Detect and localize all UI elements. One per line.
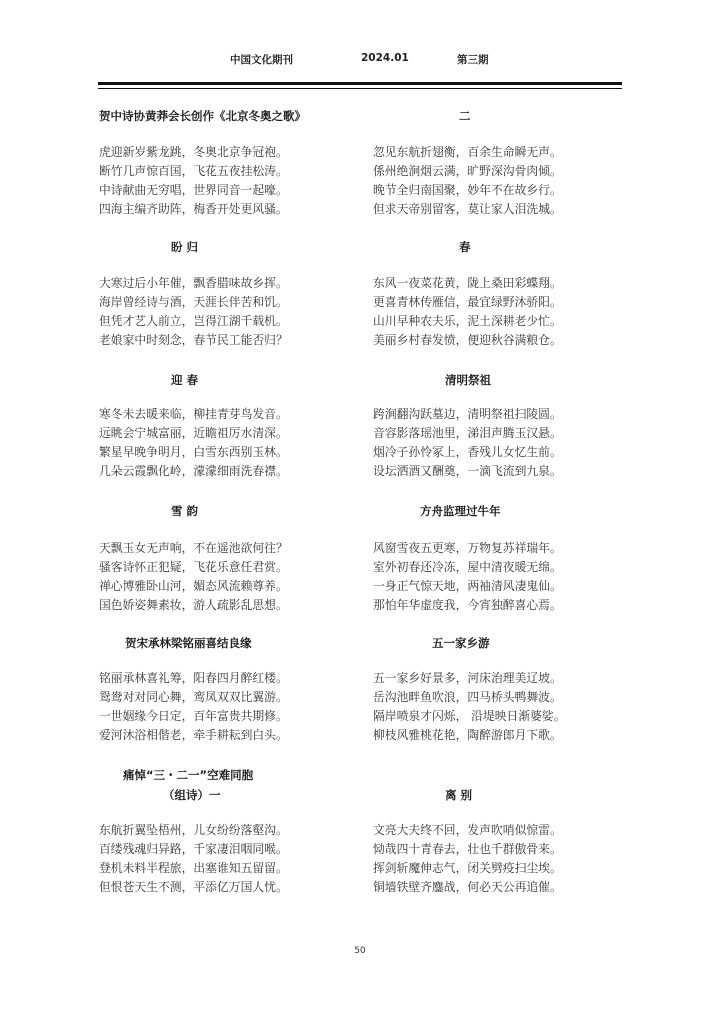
poem-line: 国色娇姿舞素妆，游人疏影乱思想。 — [99, 598, 288, 612]
poem-line: 挥剑斩魔伸志气，闭关劈疫扫尘埃。 — [373, 861, 562, 875]
poem-line: 几朵云霞飘化岭，濛濛细雨洗春襟。 — [99, 464, 288, 478]
poem-title: 清明祭祖 — [445, 373, 491, 387]
poem-line: 但求天帝别留客，莫让家人泪洗城。 — [373, 202, 562, 216]
poem-body — [373, 821, 643, 897]
poem-line: 铜墙铁壁齐鏖战，何必天公再追催。 — [373, 880, 562, 894]
poem-line: 跨涧翻沟跃墓边，清明祭祖扫陵圆。 — [373, 407, 562, 421]
poem-line: 烟冷子孙怜冢上，香残儿女忆生前。 — [373, 445, 562, 459]
poem-line: 山川早种农夫乐，泥土深耕老少忙。 — [373, 314, 562, 328]
poem-line: 室外初春还冷冻，屋中清夜暖无绵。 — [373, 560, 562, 574]
poem-line: 柳枝风雅桃花艳，陶醉游郎月下歌。 — [373, 728, 562, 742]
poem-line: 天飘玉女无声响，不在遥池欲何往？ — [99, 541, 288, 555]
poem-title: 痛悼“三・二一”空难同胞 — [123, 768, 254, 782]
poem-line: 中诗献曲无穷唱，世界同音一起嚎。 — [99, 183, 288, 197]
poem-line: 铭丽承林喜礼筹，阳春四月醉红楼。 — [99, 671, 288, 685]
poem-line: 晚节全归南国聚，妙年不在故乡行。 — [373, 183, 562, 197]
poem-line: 係州绝涧烟云满，旷野深沟骨肉倾。 — [373, 164, 562, 178]
poem-line: 五一家乡好景多，河床治理美辽坡。 — [373, 671, 562, 685]
poem-line: 百缕残魂归异路，千家凄泪咽同喉。 — [99, 842, 288, 856]
header-rule-thin — [98, 88, 622, 89]
poem-body — [99, 143, 369, 219]
poem-line: 鸳鸯对对同心舞，鸾凤双双比翼游。 — [99, 690, 288, 704]
poem-line: 更喜青林传雁信，最宜绿野沐骄阳。 — [373, 295, 562, 309]
poem-line: 但凭才艺人前立，岂得江湖千载机。 — [99, 314, 288, 328]
poem-body — [99, 669, 369, 745]
poem-line: 一身正气惊天地，两袖清风凄鬼仙。 — [373, 579, 562, 593]
poem-body — [373, 274, 643, 350]
poem-line: 岳沟池畔鱼吹浪，四马桥头鸭舞波。 — [373, 690, 562, 704]
issue-number: 第三期 — [457, 54, 489, 66]
poem-title: 离 别 — [445, 788, 473, 802]
poem-title: 迎 春 — [171, 373, 199, 387]
poem-line: 东航折翼坠梧州，儿女纷纷落壑沟。 — [99, 823, 288, 837]
poem-line: 那怕年华虚度我，今宵独醉喜心焉。 — [373, 598, 562, 612]
poem-line: 海岸曾经诗与酒，天涯长伴苦和饥。 — [99, 295, 288, 309]
poem-line: 美丽乡村春发愤，便迎秋谷满粮仓。 — [373, 333, 562, 347]
poem-title: 二 — [459, 109, 471, 123]
poem-line: 虎迎新岁紫龙跳，冬奥北京争冠袍。 — [99, 145, 288, 159]
poem-line: 骚客诗怀正犯疑，飞花乐意任君赏。 — [99, 560, 288, 574]
page-number: 50 — [354, 946, 366, 956]
poem-title: 贺宋承林梁铭丽喜结良缘 — [125, 636, 252, 650]
poem-title: 五一家乡游 — [432, 636, 490, 650]
poem-body — [99, 821, 369, 897]
poem-line: 登机未料半程旅，出塞谁知五留留。 — [99, 861, 288, 875]
poem-title: 方舟监理过牛年 — [420, 504, 501, 518]
poem-line: 老娘家中时刻念，春节民工能否归？ — [99, 333, 288, 347]
poem-line: 东风一夜菜花黄，陇上桑田彩蝶翔。 — [373, 276, 562, 290]
poem-line: 但恨苍天生不测，平添亿万国人忧。 — [99, 880, 288, 894]
poem-body — [99, 539, 369, 615]
poem-line: 风窗雪夜五更寒，万物复苏祥瑞年。 — [373, 541, 562, 555]
poem-body — [373, 143, 643, 219]
poem-body — [373, 669, 643, 745]
poem-title: 贺中诗协黄莽会长创作《北京冬奥之歌》 — [99, 109, 306, 123]
header-rule-thick — [98, 82, 622, 85]
poem-line: 爱河沐浴相偕老，牵手耕耘到白头。 — [99, 728, 288, 742]
poem-title: 春 — [459, 240, 471, 254]
poem-line: 忽见东航折翅衡，百余生命瞬无声。 — [373, 145, 562, 159]
poem-subtitle: （组诗）一 — [163, 788, 221, 802]
poem-line: 四海主编齐助阵，梅香开处更风骚。 — [99, 202, 288, 216]
journal-name: 中国文化期刊 — [230, 54, 293, 66]
poem-title: 雪 韵 — [171, 504, 199, 518]
poem-line: 设坛洒酒又酬奠，一滴飞流到九泉。 — [373, 464, 562, 478]
poem-body — [99, 405, 369, 481]
poem-line: 一世姻缘今日定，百年富贵共期修。 — [99, 709, 288, 723]
poem-line: 隔岸喷泉才闪烁， 沿堤映日渐婆娑。 — [373, 709, 566, 723]
poem-line: 寒冬未去暖来临，柳挂青芽鸟发音。 — [99, 407, 288, 421]
poem-line: 断竹几声惊百国，飞花五夜挂松涛。 — [99, 164, 288, 178]
poem-line: 恸哉四十青春去，壮也千群傲骨来。 — [373, 842, 562, 856]
issue-date: 2024.01 — [361, 52, 409, 64]
poem-line: 大寒过后小年催，飘香腊味故乡挥。 — [99, 276, 288, 290]
poem-line: 禅心博雅卧山河，媚态风流赖尊养。 — [99, 579, 288, 593]
poem-line: 文亮大夫终不回，发声吹哨似惊雷。 — [373, 823, 562, 837]
poem-line: 音容影落瑶池里，涕泪声腾玉汉悬。 — [373, 426, 562, 440]
page-header — [0, 52, 720, 68]
poem-line: 远眺会宁城富丽，近瞻祖厉水清深。 — [99, 426, 288, 440]
poem-line: 繁星早晚争明月，白雪东西别玉林。 — [99, 445, 288, 459]
poem-title: 盼 归 — [171, 240, 199, 254]
poem-body — [373, 405, 643, 481]
poem-body — [373, 539, 643, 615]
poem-body — [99, 274, 369, 350]
